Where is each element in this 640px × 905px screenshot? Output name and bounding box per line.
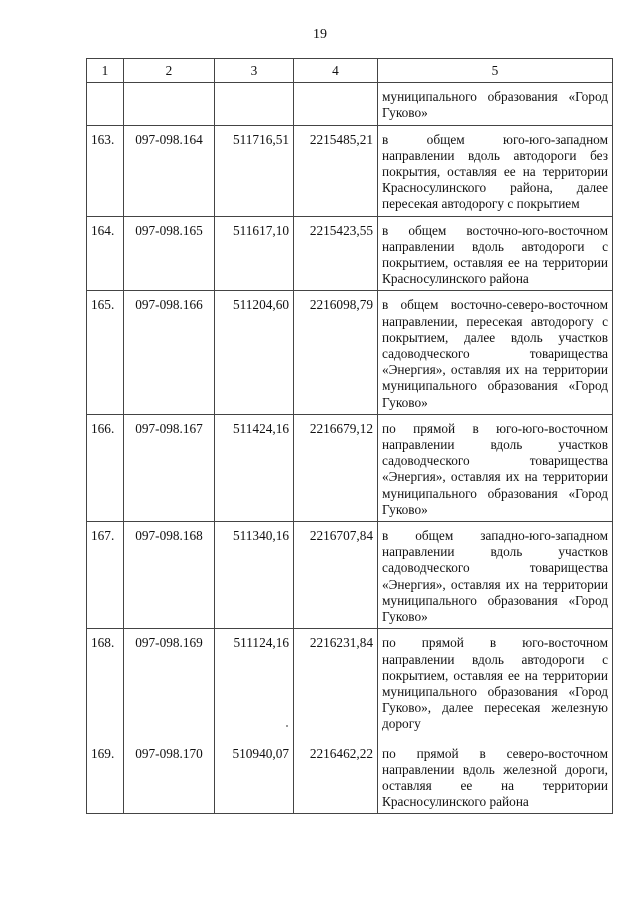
segment-code: 097-098.166: [124, 291, 215, 414]
row-number: 167.: [87, 522, 124, 629]
row-number: [87, 83, 124, 125]
segment-code: 097-098.167: [124, 414, 215, 521]
column-header-2: 2: [124, 59, 215, 83]
boundary-description: муниципального образования «Город Гуково»: [378, 83, 613, 125]
boundary-description: в общем юго-юго-западном направлении вдоль автодороги без покрытия, оставляя ее на территории Красносулинского района, далее пересекая автодорогу с покрытием: [378, 125, 613, 216]
coordinate-x: 511124,16: [215, 629, 294, 736]
coordinate-x: 511340,16: [215, 522, 294, 629]
column-header-1: 1: [87, 59, 124, 83]
segment-code: [124, 83, 215, 125]
coordinate-x: 511424,16: [215, 414, 294, 521]
column-header-3: 3: [215, 59, 294, 83]
table-row: [87, 736, 613, 814]
coordinate-x: 511716,51: [215, 125, 294, 216]
table-row: [87, 216, 613, 291]
boundary-description: в общем западно-юго-западном направлении вдоль участков садоводческого товарищества «Энергия», оставляя их на территории муниципального образования «Город Гуково»: [378, 522, 613, 629]
scan-speck: [286, 725, 288, 727]
row-number: 165.: [87, 291, 124, 414]
coordinate-y: 2216679,12: [294, 414, 378, 521]
row-number: 169.: [87, 736, 124, 814]
boundary-description: по прямой в северо-восточном направлении вдоль железной дороги, оставляя ее на территории Красносулинского района: [378, 736, 613, 814]
segment-code: 097-098.165: [124, 216, 215, 291]
segment-code: 097-098.170: [124, 736, 215, 814]
row-number: 163.: [87, 125, 124, 216]
column-header-5: 5: [378, 59, 613, 83]
table-row: [87, 125, 613, 216]
table-row: [87, 83, 613, 125]
page-number: 19: [313, 27, 327, 42]
column-header-4: 4: [294, 59, 378, 83]
coordinate-x: 511204,60: [215, 291, 294, 414]
segment-code: 097-098.168: [124, 522, 215, 629]
coordinate-x: 511617,10: [215, 216, 294, 291]
coordinate-y: 2216098,79: [294, 291, 378, 414]
coordinate-x: 510940,07: [215, 736, 294, 814]
table-row: [87, 414, 613, 521]
segment-code: 097-098.164: [124, 125, 215, 216]
row-number: 164.: [87, 216, 124, 291]
boundary-description: в общем восточно-северо-восточном направлении, пересекая автодорогу с покрытием, далее вдоль участков садоводческого товарищества «Энергия», оставляя их на территории муниципального образования «Город Гуково»: [378, 291, 613, 414]
boundary-description: по прямой в юго-юго-восточном направлении вдоль участков садоводческого товарищества «Энергия», оставляя их на территории муниципального образования «Город Гуково»: [378, 414, 613, 521]
coordinate-y: 2215485,21: [294, 125, 378, 216]
table-row: [87, 522, 613, 629]
boundary-description: в общем восточно-юго-восточном направлении вдоль автодороги с покрытием, оставляя ее на территории Красносулинского района: [378, 216, 613, 291]
row-number: 166.: [87, 414, 124, 521]
table-row: [87, 629, 613, 736]
segment-code: 097-098.169: [124, 629, 215, 736]
boundary-points-table: [86, 58, 613, 814]
table-row: [87, 291, 613, 414]
coordinate-y: 2216462,22: [294, 736, 378, 814]
boundary-description: по прямой в юго-восточном направлении вдоль автодороги с покрытием, оставляя ее на территории муниципального образования «Город Гуково», далее пересекая железную дорогу: [378, 629, 613, 736]
coordinate-y: [294, 83, 378, 125]
coordinate-y: 2216707,84: [294, 522, 378, 629]
coordinate-y: 2216231,84: [294, 629, 378, 736]
table-header-row: [87, 59, 613, 83]
coordinate-y: 2215423,55: [294, 216, 378, 291]
coordinate-x: [215, 83, 294, 125]
row-number: 168.: [87, 629, 124, 736]
